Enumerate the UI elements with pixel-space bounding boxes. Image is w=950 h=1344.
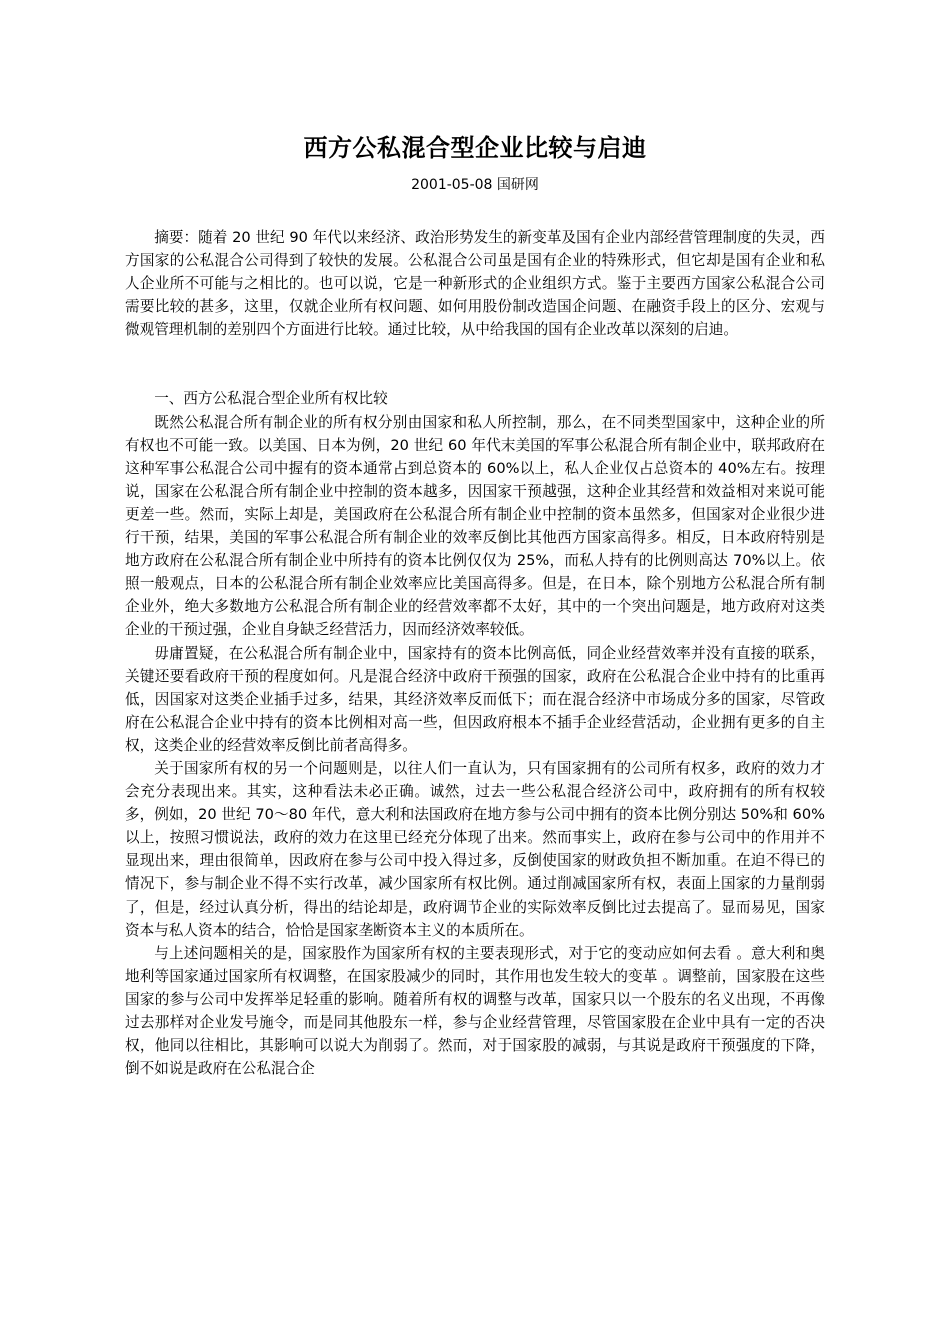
body-paragraph: 毋庸置疑，在公私混合所有制企业中，国家持有的资本比例高低，同企业经营效率并没有直接的联系，关键还要看政府干预的程度如何。凡是混合经济中政府干预强的国家，政府在公私混合企业中持有的比重再低，因国家对这类企业插手过多，结果，其经济效率反而低下；而在混合经济中市场成分多的国家，尽管政府在公私混合企业中持有的资本比例相对高一些，但因政府根本不插手企业经营活动，企业拥有更多的自主权，这类企业的经营效率反倒比前者高得多。: [125, 644, 825, 754]
body-paragraph: 关于国家所有权的另一个问题则是，以往人们一直认为，只有国家拥有的公司所有权多，政府的效力才会充分表现出来。其实，这种看法未必正确。诚然，过去一些公私混合经济公司中，政府拥有的所有权较多，例如，20 世纪 70～80 年代，意大利和法国政府在地方参与公司中拥有的资本比例分别达 50%和 60%以上，按照习惯说法，政府的效力在这里已经充分体现了出来。然而事实上，政府在参与公司中的作用并不显现出来，理由很简单，因政府在参与公司中投入得过多，反倒使国家的财政负担不断加重。在迫不得已的情况下，参与制企业不得不实行改革，减少国家所有权比例。通过削减国家所有权，表面上国家的力量削弱了，但是，经过认真分析，得出的结论却是，政府调节企业的实际效率反倒比过去提高了。显而易见，国家资本与私人资本的结合，恰恰是国家垄断资本主义的本质所在。: [125, 759, 825, 939]
section-heading: 一、西方公私混合型企业所有权比较: [154, 390, 388, 408]
document-title: 西方公私混合型企业比较与启迪: [303, 134, 647, 162]
body-paragraph: 与上述问题相关的是，国家股作为国家所有权的主要表现形式，对于它的变动应如何去看 。意大利和奥地利等国家通过国家所有权调整，在国家股减少的同时，其作用也发生较大的变革 。调整前，国家股在这些国家的参与公司中发挥举足轻重的影响。随着所有权的调整与改革，国家只以一个股东的名义出现，不再像过去那样对企业发号施令，而是同其他股东一样，参与企业经营管理，尽管国家股在企业中具有一定的否决权，他同以往相比，其影响可以说大为削弱了。然而，对于国家股的减弱，与其说是政府干预强度的下降，倒不如说是政府在公私混合企: [125, 944, 825, 1078]
body-paragraph: 既然公私混合所有制企业的所有权分别由国家和私人所控制，那么，在不同类型国家中，这种企业的所有权也不可能一致。以美国、日本为例，20 世纪 60 年代末美国的军事公私混合所有制企业中，联邦政府在这种军事公私混合公司中握有的资本通常占到总资本的 60%以上，私人企业仅占总资本的 40%左右。按理说，国家在公私混合所有制企业中控制的资本越多，因国家干预越强，这种企业其经营和效益相对来说可能更差一些。然而，实际上却是，美国政府在公私混合所有制企业中控制的资本虽然多，但国家对企业很少进行干预，结果，美国的军事公私混合所有制企业的效率反倒比其他西方国家高得多。相反，日本政府特别是地方政府在公私混合所有制企业中所持有的资本比例仅仅为 25%，而私人持有的比例则高达 70%以上。依照一般观点，日本的公私混合所有制企业效率应比美国高得多。但是，在日本，除个别地方公私混合所有制企业外，绝大多数地方公私混合所有制企业的经营效率都不太好，其中的一个突出问题是，地方政府对这类企业的干预过强，企业自身缺乏经营活力，因而经济效率较低。: [125, 413, 825, 639]
abstract-paragraph: 摘要：随着 20 世纪 90 年代以来经济、政治形势发生的新变革及国有企业内部经营管理制度的失灵，西方国家的公私混合公司得到了较快的发展。公私混合公司虽是国有企业的特殊形式，但它却是国有企业和私人企业所不可能与之相比的。也可以说，它是一种新形式的企业组织方式。鉴于主要西方国家公私混合公司需要比较的甚多，这里，仅就企业所有权问题、如何用股份制改造国企问题、在融资手段上的区分、宏观与微观管理机制的差别四个方面进行比较。通过比较，从中给我国的国有企业改革以深刻的启迪。: [125, 229, 825, 339]
document-date-source: 2001-05-08 国研网: [411, 177, 539, 193]
document-page: [125, 130, 825, 1080]
